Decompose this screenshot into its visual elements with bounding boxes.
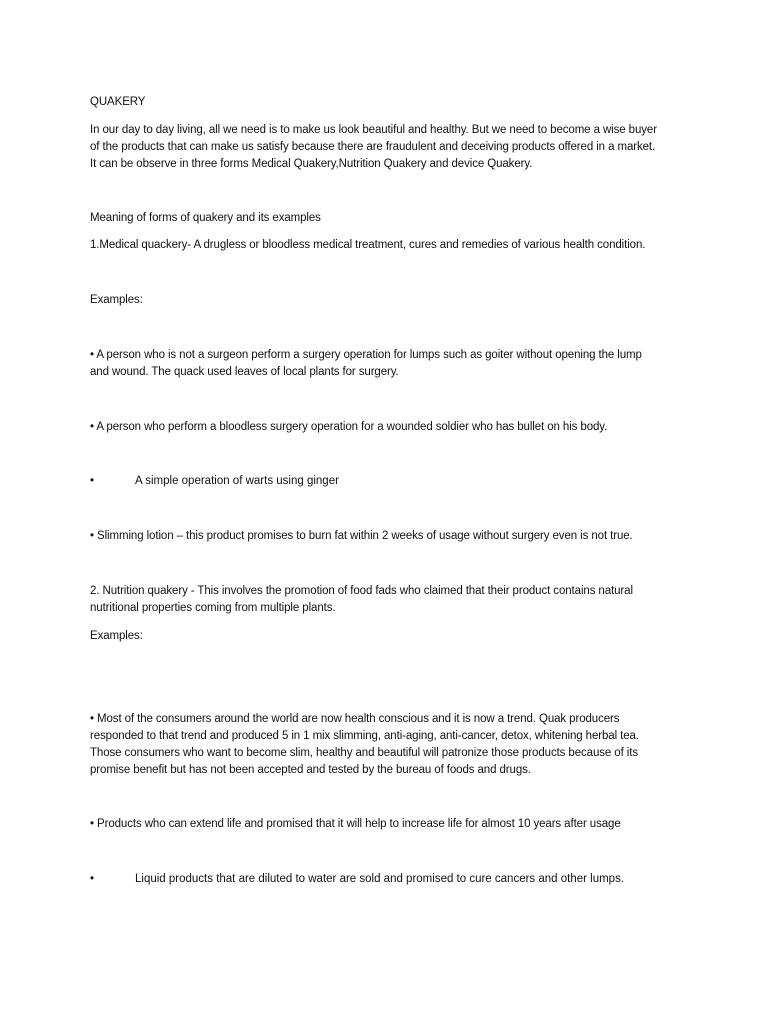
nutrition-example-1-line-4: promise benefit but has not been accepted and tested by the bureau of foods and drugs. <box>90 764 531 776</box>
nutrition-example-3-text: Liquid products that are diluted to water are sold and promised to cure cancers and other lumps. <box>135 873 625 885</box>
intro-line-2: of the products that can make us satisfy because there are fraudulent and deceiving products offered in a market. <box>90 141 656 153</box>
section-heading: Meaning of forms of quakery and its examples <box>90 212 321 224</box>
medical-definition: 1.Medical quackery- A drugless or bloodless medical treatment, cures and remedies of various health condition. <box>90 239 646 251</box>
nutrition-definition-line-2: nutritional properties coming from multiple plants. <box>90 602 336 614</box>
medical-example-4: • Slimming lotion – this product promises to burn fat within 2 weeks of usage without surgery even is not true. <box>90 530 633 542</box>
medical-example-2: • A person who perform a bloodless surgery operation for a wounded soldier who has bullet on his body. <box>90 421 608 433</box>
nutrition-example-1-line-3: Those consumers who want to become slim, healthy and beautiful will patronize those products because of its <box>90 747 638 759</box>
nutrition-example-3 <box>90 870 624 888</box>
medical-example-3 <box>90 472 339 490</box>
nutrition-examples-label: Examples: <box>90 630 143 642</box>
intro-line-3: It can be observe in three forms Medical Quakery,Nutrition Quakery and device Quakery. <box>90 158 533 170</box>
nutrition-example-1-line-2: responded to that trend and produced 5 in 1 mix slimming, anti-aging, anti-cancer, detox, whitening herbal tea. <box>90 730 639 742</box>
nutrition-example-2: • Products who can extend life and promised that it will help to increase life for almost 10 years after usage <box>90 818 621 830</box>
document-title: QUAKERY <box>90 96 146 108</box>
intro-line-1: In our day to day living, all we need is to make us look beautiful and healthy. But we need to become a wise buyer <box>90 124 657 136</box>
bullet-icon: • <box>90 475 95 487</box>
medical-example-1-line-2: and wound. The quack used leaves of local plants for surgery. <box>90 366 399 378</box>
medical-example-1-line-1: • A person who is not a surgeon perform a surgery operation for lumps such as goiter without opening the lump <box>90 349 642 361</box>
bullet-icon: • <box>90 873 95 885</box>
nutrition-definition-line-1: 2. Nutrition quakery - This involves the promotion of food fads who claimed that their product contains natural <box>90 585 633 597</box>
nutrition-example-1-line-1: • Most of the consumers around the world are now health conscious and it is now a trend. Quak producers <box>90 713 620 725</box>
medical-examples-label: Examples: <box>90 294 143 306</box>
medical-example-3-text: A simple operation of warts using ginger <box>135 475 339 487</box>
